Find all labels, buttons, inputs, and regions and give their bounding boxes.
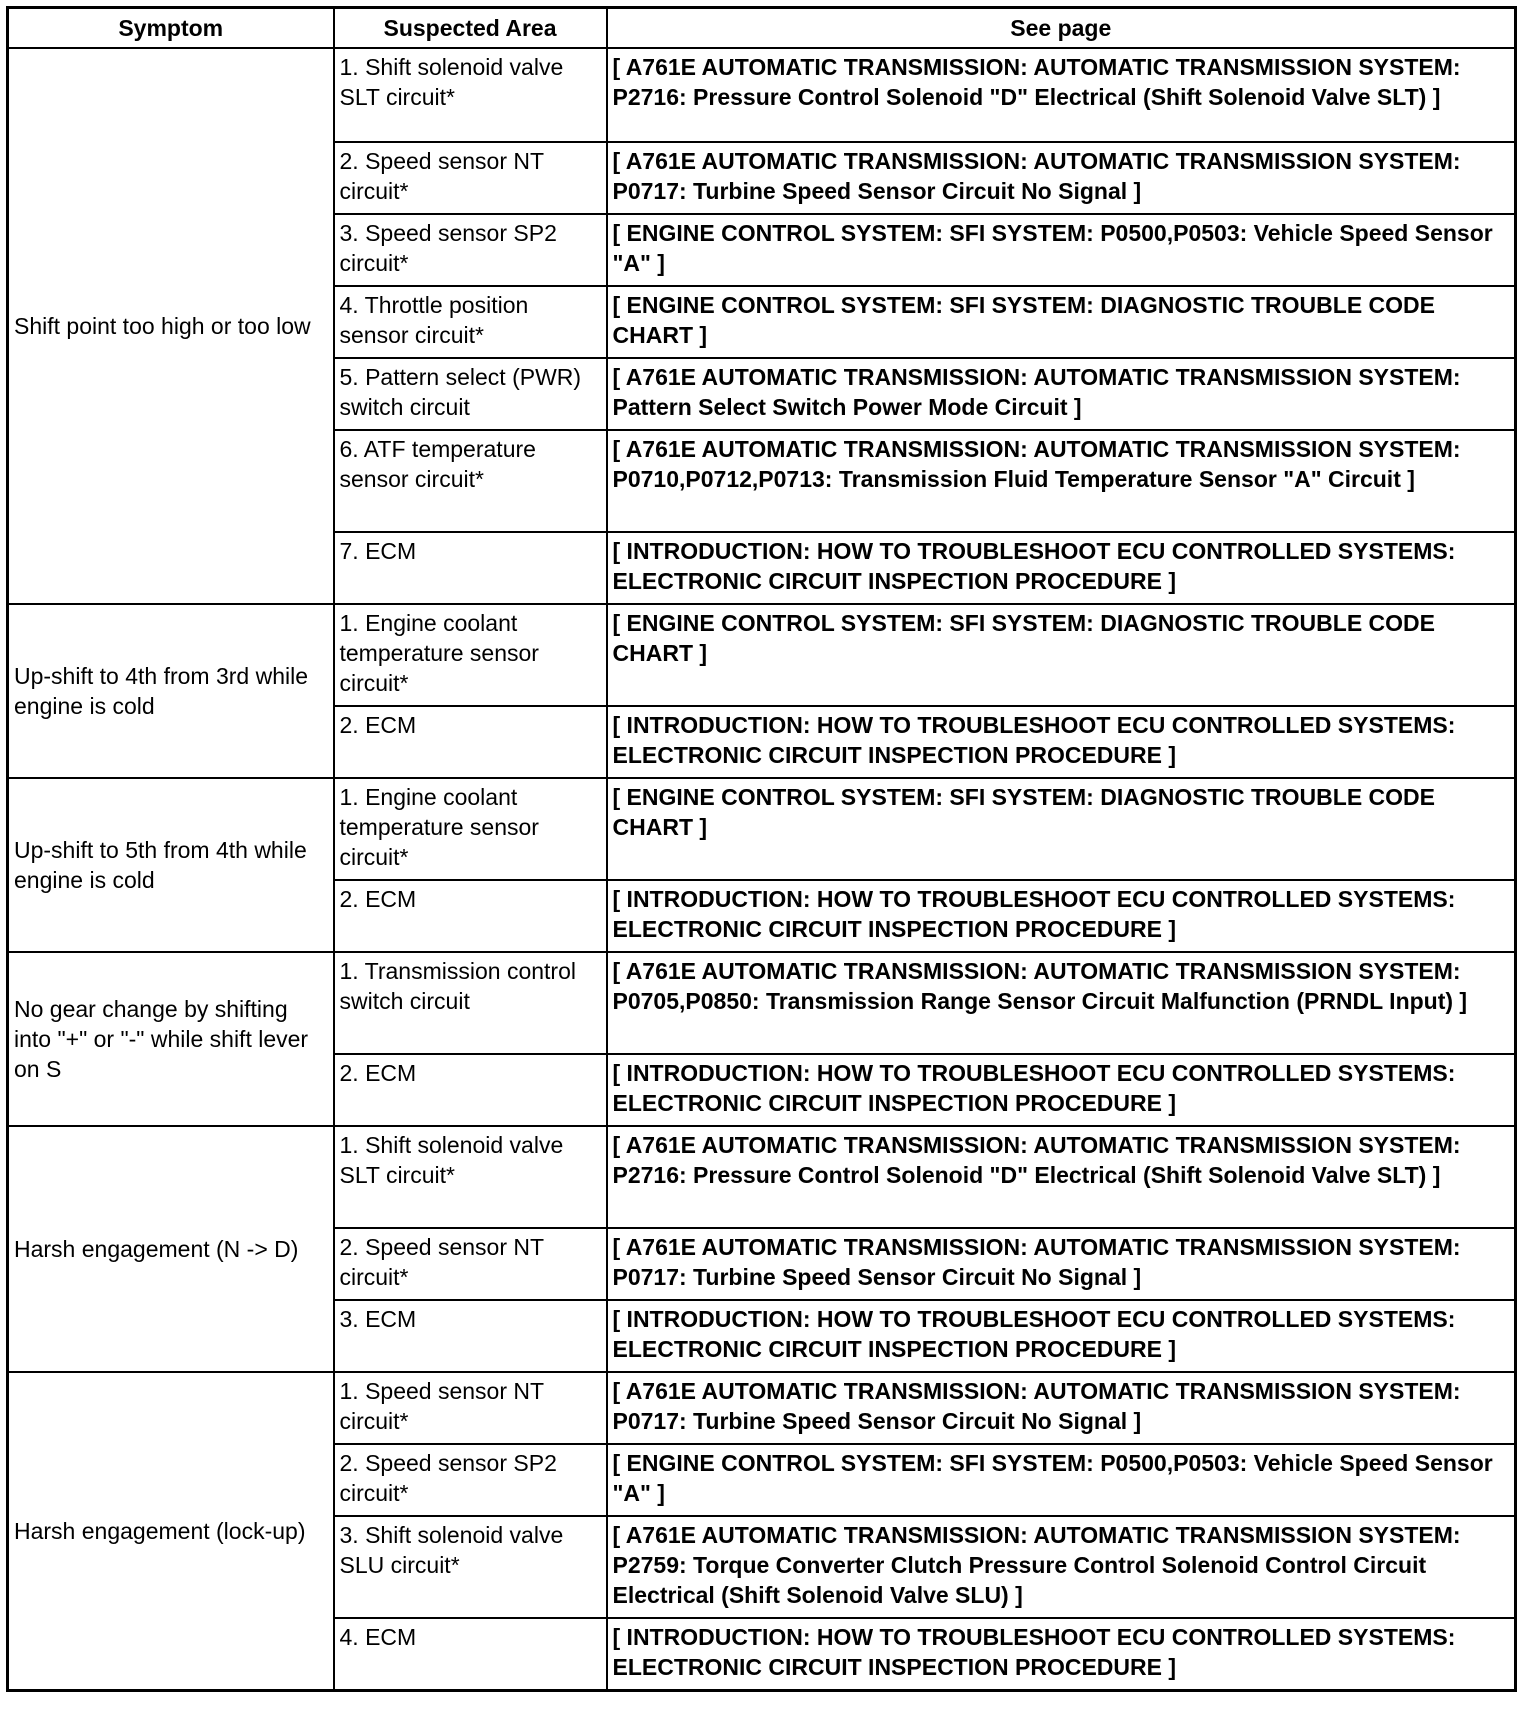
header-see-page: See page (607, 8, 1516, 49)
see-page-cell: [ A761E AUTOMATIC TRANSMISSION: AUTOMATIC TRANSMISSION SYSTEM: P0717: Turbine Speed Sensor Circuit No Signal ] (607, 1228, 1516, 1300)
see-page-cell: [ INTRODUCTION: HOW TO TROUBLESHOOT ECU CONTROLLED SYSTEMS: ELECTRONIC CIRCUIT INSPECTION PROCEDURE ] (607, 880, 1516, 952)
suspected-area-cell: 2. ECM (334, 706, 607, 778)
suspected-area-cell: 5. Pattern select (PWR) switch circuit (334, 358, 607, 430)
symptom-cell: Up-shift to 5th from 4th while engine is cold (8, 778, 334, 952)
suspected-area-cell: 2. ECM (334, 880, 607, 952)
see-page-cell: [ INTRODUCTION: HOW TO TROUBLESHOOT ECU CONTROLLED SYSTEMS: ELECTRONIC CIRCUIT INSPECTION PROCEDURE ] (607, 1618, 1516, 1690)
suspected-area-cell: 2. Speed sensor NT circuit* (334, 142, 607, 214)
suspected-area-cell: 6. ATF temperature sensor circuit* (334, 430, 607, 532)
table-row (8, 1372, 1516, 1444)
see-page-cell: [ A761E AUTOMATIC TRANSMISSION: AUTOMATIC TRANSMISSION SYSTEM: P0710,P0712,P0713: Transmission Fluid Temperature Sensor "A" Circuit ] (607, 430, 1516, 532)
header-suspected-area: Suspected Area (334, 8, 607, 49)
suspected-area-cell: 1. Shift solenoid valve SLT circuit* (334, 1126, 607, 1228)
see-page-cell: [ INTRODUCTION: HOW TO TROUBLESHOOT ECU CONTROLLED SYSTEMS: ELECTRONIC CIRCUIT INSPECTION PROCEDURE ] (607, 1054, 1516, 1126)
suspected-area-cell: 4. Throttle position sensor circuit* (334, 286, 607, 358)
see-page-cell: [ ENGINE CONTROL SYSTEM: SFI SYSTEM: DIAGNOSTIC TROUBLE CODE CHART ] (607, 778, 1516, 880)
see-page-cell: [ A761E AUTOMATIC TRANSMISSION: AUTOMATIC TRANSMISSION SYSTEM: P0705,P0850: Transmission Range Sensor Circuit Malfunction (PRNDL Input) ] (607, 952, 1516, 1054)
table-row (8, 952, 1516, 1054)
symptom-cell: No gear change by shifting into "+" or "-" while shift lever on S (8, 952, 334, 1126)
suspected-area-cell: 7. ECM (334, 532, 607, 604)
see-page-cell: [ A761E AUTOMATIC TRANSMISSION: AUTOMATIC TRANSMISSION SYSTEM: P0717: Turbine Speed Sensor Circuit No Signal ] (607, 142, 1516, 214)
table-row (8, 48, 1516, 142)
see-page-cell: [ ENGINE CONTROL SYSTEM: SFI SYSTEM: P0500,P0503: Vehicle Speed Sensor "A" ] (607, 214, 1516, 286)
table-header-row (8, 8, 1516, 49)
suspected-area-cell: 3. Speed sensor SP2 circuit* (334, 214, 607, 286)
see-page-cell: [ ENGINE CONTROL SYSTEM: SFI SYSTEM: P0500,P0503: Vehicle Speed Sensor "A" ] (607, 1444, 1516, 1516)
suspected-area-cell: 2. Speed sensor SP2 circuit* (334, 1444, 607, 1516)
suspected-area-cell: 3. Shift solenoid valve SLU circuit* (334, 1516, 607, 1618)
symptom-cell: Harsh engagement (N -> D) (8, 1126, 334, 1372)
suspected-area-cell: 3. ECM (334, 1300, 607, 1372)
header-symptom: Symptom (8, 8, 334, 49)
suspected-area-cell: 1. Engine coolant temperature sensor circuit* (334, 604, 607, 706)
see-page-cell: [ ENGINE CONTROL SYSTEM: SFI SYSTEM: DIAGNOSTIC TROUBLE CODE CHART ] (607, 286, 1516, 358)
see-page-cell: [ A761E AUTOMATIC TRANSMISSION: AUTOMATIC TRANSMISSION SYSTEM: P0717: Turbine Speed Sensor Circuit No Signal ] (607, 1372, 1516, 1444)
suspected-area-cell: 1. Shift solenoid valve SLT circuit* (334, 48, 607, 142)
troubleshooting-table (6, 6, 1517, 1692)
suspected-area-cell: 1. Speed sensor NT circuit* (334, 1372, 607, 1444)
table-row (8, 604, 1516, 706)
table-row (8, 1126, 1516, 1228)
suspected-area-cell: 2. ECM (334, 1054, 607, 1126)
table-row (8, 778, 1516, 880)
see-page-cell: [ A761E AUTOMATIC TRANSMISSION: AUTOMATIC TRANSMISSION SYSTEM: Pattern Select Switch Power Mode Circuit ] (607, 358, 1516, 430)
see-page-cell: [ INTRODUCTION: HOW TO TROUBLESHOOT ECU CONTROLLED SYSTEMS: ELECTRONIC CIRCUIT INSPECTION PROCEDURE ] (607, 1300, 1516, 1372)
suspected-area-cell: 1. Transmission control switch circuit (334, 952, 607, 1054)
suspected-area-cell: 4. ECM (334, 1618, 607, 1690)
see-page-cell: [ A761E AUTOMATIC TRANSMISSION: AUTOMATIC TRANSMISSION SYSTEM: P2759: Torque Converter Clutch Pressure Control Solenoid Control Circuit Electrical (Shift Solenoid Valve SLU) ] (607, 1516, 1516, 1618)
see-page-cell: [ INTRODUCTION: HOW TO TROUBLESHOOT ECU CONTROLLED SYSTEMS: ELECTRONIC CIRCUIT INSPECTION PROCEDURE ] (607, 706, 1516, 778)
suspected-area-cell: 1. Engine coolant temperature sensor circuit* (334, 778, 607, 880)
symptom-cell: Up-shift to 4th from 3rd while engine is cold (8, 604, 334, 778)
symptom-cell: Harsh engagement (lock-up) (8, 1372, 334, 1690)
symptom-cell: Shift point too high or too low (8, 48, 334, 604)
see-page-cell: [ A761E AUTOMATIC TRANSMISSION: AUTOMATIC TRANSMISSION SYSTEM: P2716: Pressure Control Solenoid "D" Electrical (Shift Solenoid Valve SLT) ] (607, 48, 1516, 142)
suspected-area-cell: 2. Speed sensor NT circuit* (334, 1228, 607, 1300)
see-page-cell: [ ENGINE CONTROL SYSTEM: SFI SYSTEM: DIAGNOSTIC TROUBLE CODE CHART ] (607, 604, 1516, 706)
document-page (6, 6, 1517, 1692)
see-page-cell: [ INTRODUCTION: HOW TO TROUBLESHOOT ECU CONTROLLED SYSTEMS: ELECTRONIC CIRCUIT INSPECTION PROCEDURE ] (607, 532, 1516, 604)
see-page-cell: [ A761E AUTOMATIC TRANSMISSION: AUTOMATIC TRANSMISSION SYSTEM: P2716: Pressure Control Solenoid "D" Electrical (Shift Solenoid Valve SLT) ] (607, 1126, 1516, 1228)
